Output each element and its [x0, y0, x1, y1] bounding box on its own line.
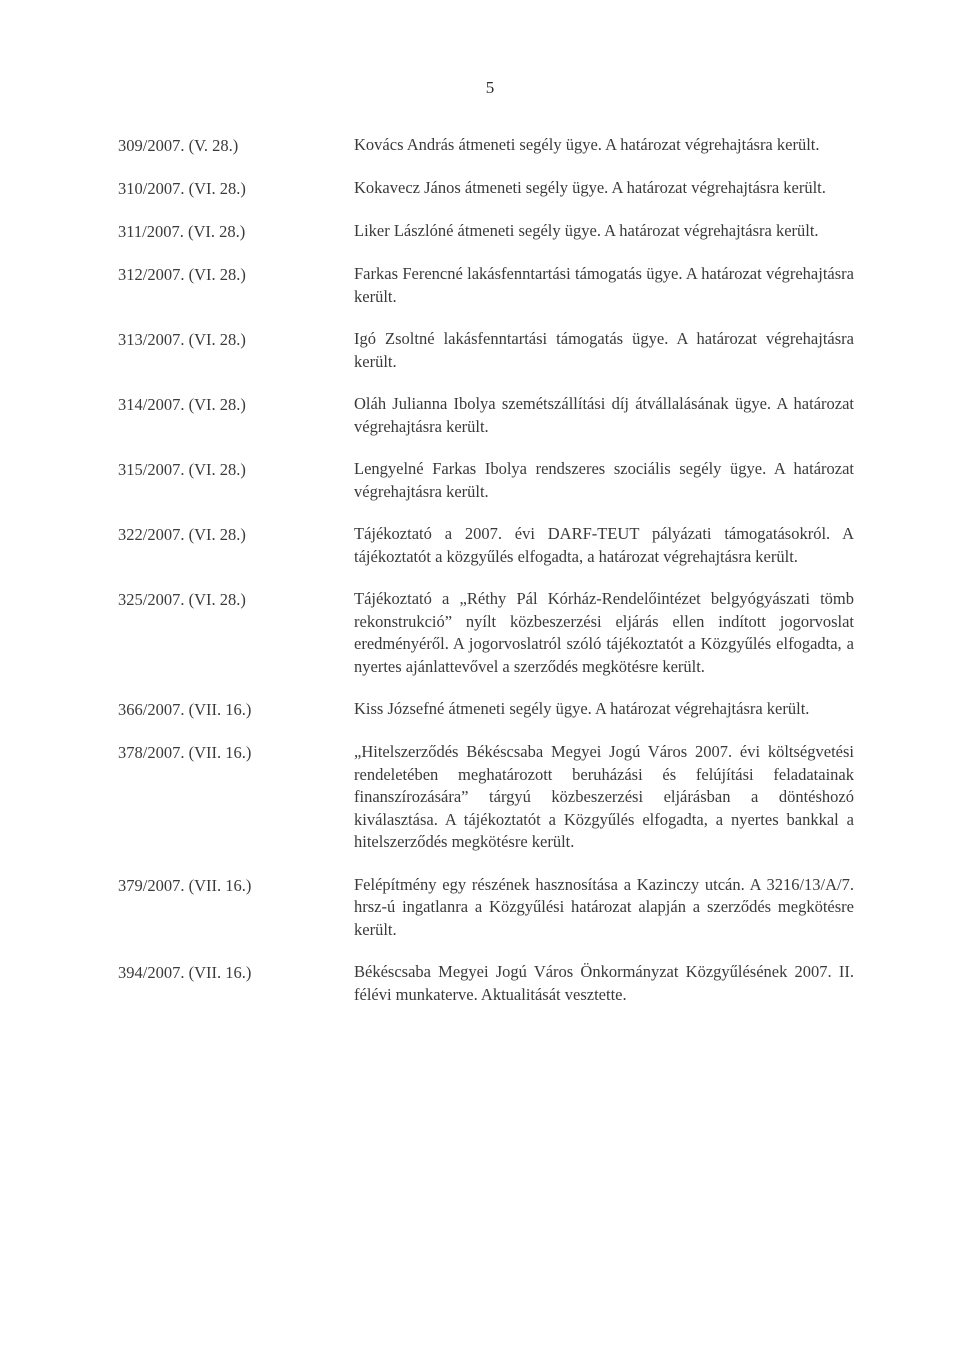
resolution-entry: [118, 698, 858, 721]
resolution-entry: [118, 523, 858, 568]
resolution-description: Tájékoztató a 2007. évi DARF-TEUT pályázati támogatásokról. A tájékoztatót a közgyűlés elfogadta, a határozat végrehajtásra került.: [354, 524, 854, 566]
resolution-description: Farkas Ferencné lakásfenntartási támogatás ügye. A határozat végrehajtásra került.: [354, 264, 854, 306]
resolution-list: [118, 134, 858, 1026]
resolution-number: 379/2007. (VII. 16.): [118, 875, 252, 895]
resolution-description: Kokavecz János átmeneti segély ügye. A határozat végrehajtásra került.: [354, 178, 826, 197]
resolution-number: 312/2007. (VI. 28.): [118, 265, 246, 284]
resolution-number: 314/2007. (VI. 28.): [118, 395, 246, 414]
resolution-description: Békéscsaba Megyei Jogú Város Önkormányzat Közgyűlésének 2007. II. félévi munkaterve. Aktualitását vesztette.: [354, 962, 854, 1004]
resolution-entry: [118, 263, 858, 308]
resolution-description: Lengyelné Farkas Ibolya rendszeres szociális segély ügye. A határozat végrehajtásra került.: [354, 459, 854, 501]
resolution-number: 366/2007. (VII. 16.): [118, 700, 252, 719]
resolution-entry: [118, 134, 858, 157]
resolution-entry: [118, 458, 858, 503]
resolution-entry: [118, 588, 858, 678]
resolution-description: Kovács András átmeneti segély ügye. A határozat végrehajtásra került.: [354, 135, 820, 154]
resolution-number: 315/2007. (VI. 28.): [118, 460, 246, 479]
resolution-entry: [118, 874, 858, 942]
resolution-description: Felépítmény egy részének hasznosítása a Kazinczy utcán. A 3216/13/A/7. hrsz-ú ingatlanra a Közgyűlési határozat alapján a szerződés megkötésre került.: [354, 874, 854, 939]
page-number: 5: [485, 78, 495, 97]
resolution-number: 311/2007. (VI. 28.): [118, 222, 246, 241]
resolution-number: 378/2007. (VII. 16.): [118, 743, 252, 762]
resolution-description: Liker Lászlóné átmeneti segély ügye. A határozat végrehajtásra került.: [354, 221, 819, 240]
resolution-description: Kiss Józsefné átmeneti segély ügye. A határozat végrehajtásra került.: [354, 699, 810, 718]
resolution-entry: [118, 741, 858, 854]
resolution-number: 325/2007. (VI. 28.): [118, 590, 246, 609]
resolution-description: „Hitelszerződés Békéscsaba Megyei Jogú Város 2007. évi költségvetési rendeletében meghatározott beruházási és felújítási feladatainak finanszírozására” tárgyú közbeszerzési eljárásban a döntéshozó kiválasztása. A tájékoztatót a Közgyűlés elfogadta, a nyertes bankkal a hitelszerződés megkötésre került.: [354, 742, 854, 851]
resolution-number: 313/2007. (VI. 28.): [118, 330, 246, 349]
resolution-description: Oláh Julianna Ibolya szemétszállítási díj átvállalásának ügye. A határozat végrehajtásra került.: [354, 394, 854, 436]
resolution-entry: [118, 220, 858, 243]
resolution-number: 394/2007. (VII. 16.): [118, 963, 252, 982]
resolution-number: 309/2007. (V. 28.): [118, 136, 239, 155]
resolution-entry: [118, 393, 858, 438]
resolution-description: Tájékoztató a „Réthy Pál Kórház-Rendelőintézet belgyógyászati tömb rekonstrukció” nyílt közbeszerzési eljárás ellen indított jogorvoslat eredményéről. A jogorvoslatról szóló tájékoztatót a Közgyűlés elfogadta, a nyertes ajánlattevővel a szerződés megkötésre került.: [354, 589, 854, 676]
resolution-entry: [118, 328, 858, 373]
resolution-number: 310/2007. (VI. 28.): [118, 179, 246, 198]
resolution-entry: [118, 961, 858, 1006]
resolution-description: Igó Zsoltné lakásfenntartási támogatás ügye. A határozat végrehajtásra került.: [354, 329, 854, 371]
resolution-number: 322/2007. (VI. 28.): [118, 525, 246, 544]
resolution-entry: [118, 177, 858, 200]
